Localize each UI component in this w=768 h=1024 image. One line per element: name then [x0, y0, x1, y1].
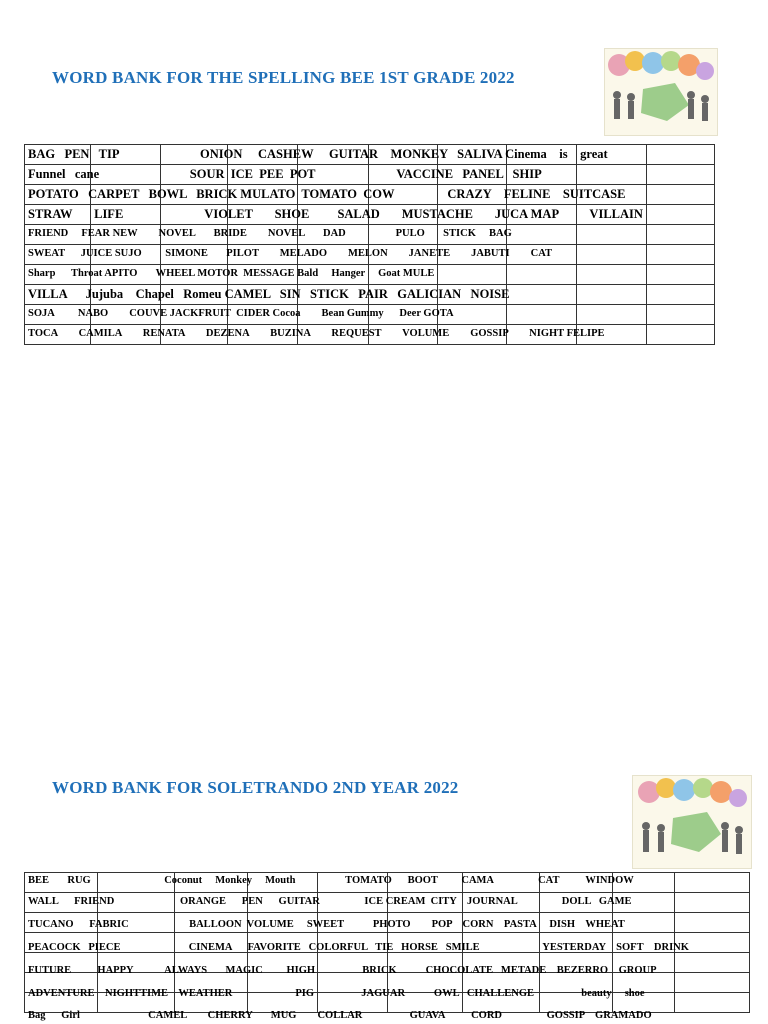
- soletrando-logo-art: [605, 49, 717, 135]
- word-row-2-2: WALL FRIEND ORANGE PEN GUITAR ICE CREAM CITY JOURNAL DOLL GAME: [28, 896, 632, 907]
- word-row-1-9: SOJA NABO COUVE JACKFRUIT CIDER Cocoa Bean Gummy Deer GOTA: [28, 308, 454, 319]
- word-row-1-10: TOCA CAMILA RENATA DEZENA BUZINA REQUEST VOLUME GOSSIP NIGHT FELIPE: [28, 328, 605, 339]
- soletrando-logo-2: [632, 775, 752, 869]
- word-row-2-1: BEE RUG Coconut Monkey Mouth TOMATO BOOT CAMA CAT WINDOW: [28, 875, 634, 886]
- word-row-2-4: PEACOCK PIECE CINEMA FAVORITE COLORFUL TIE HORSE SMILE YESTERDAY SOFT DRINK: [28, 942, 689, 953]
- soletrando-logo-1: [604, 48, 718, 136]
- section-2-title: WORD BANK FOR SOLETRANDO 2ND YEAR 2022: [52, 778, 459, 797]
- word-row-1-6: SWEAT JUICE SUJO SIMONE PILOT MELADO MELON JANETE JABUTI CAT: [28, 248, 552, 259]
- word-row-1-2: Funnel cane SOUR ICE PEE POT VACCINE PANEL SHIP: [28, 167, 542, 181]
- word-row-1-5: FRIEND FEAR NEW NOVEL BRIDE NOVEL DAD PULO STICK BAG: [28, 228, 512, 239]
- word-row-2-5: FUTURE HAPPY ALWAYS MAGIC HIGH BRICK CHOCOLATE METADE BEZERRO GROUP: [28, 965, 657, 976]
- soletrando-logo-art-2: [633, 776, 751, 868]
- word-row-1-3: POTATO CARPET BOWL BRICK MULATO TOMATO COW CRAZY FELINE SUITCASE: [28, 187, 626, 201]
- word-row-2-3: TUCANO FABRIC BALLOON VOLUME SWEET PHOTO POP CORN PASTA DISH WHEAT: [28, 919, 625, 930]
- word-row-1-4: STRAW LIFE VIOLET SHOE SALAD MUSTACHE JUCA MAP VILLAIN: [28, 207, 643, 221]
- word-row-2-6: ADVENTURE NIGHTTIME WEATHER PIG JAGUAR OWL CHALLENGE beauty shoe: [28, 988, 645, 999]
- section-1-title: WORD BANK FOR THE SPELLING BEE 1ST GRADE 2022: [52, 68, 515, 87]
- word-row-1-1: BAG PEN TIP ONION CASHEW GUITAR MONKEY SALIVA Cinema is great: [28, 147, 608, 161]
- word-row-1-8: VILLA Jujuba Chapel Romeu CAMEL SIN STICK PAIR GALICIAN NOISE: [28, 287, 510, 301]
- word-row-1-7: Sharp Throat APITO WHEEL MOTOR MESSAGE Bald Hanger Goat MULE: [28, 268, 435, 279]
- word-row-2-7: Bag Girl CAMEL CHERRY MUG COLLAR GUAVA CORD GOSSIP GRAMADO: [28, 1010, 652, 1021]
